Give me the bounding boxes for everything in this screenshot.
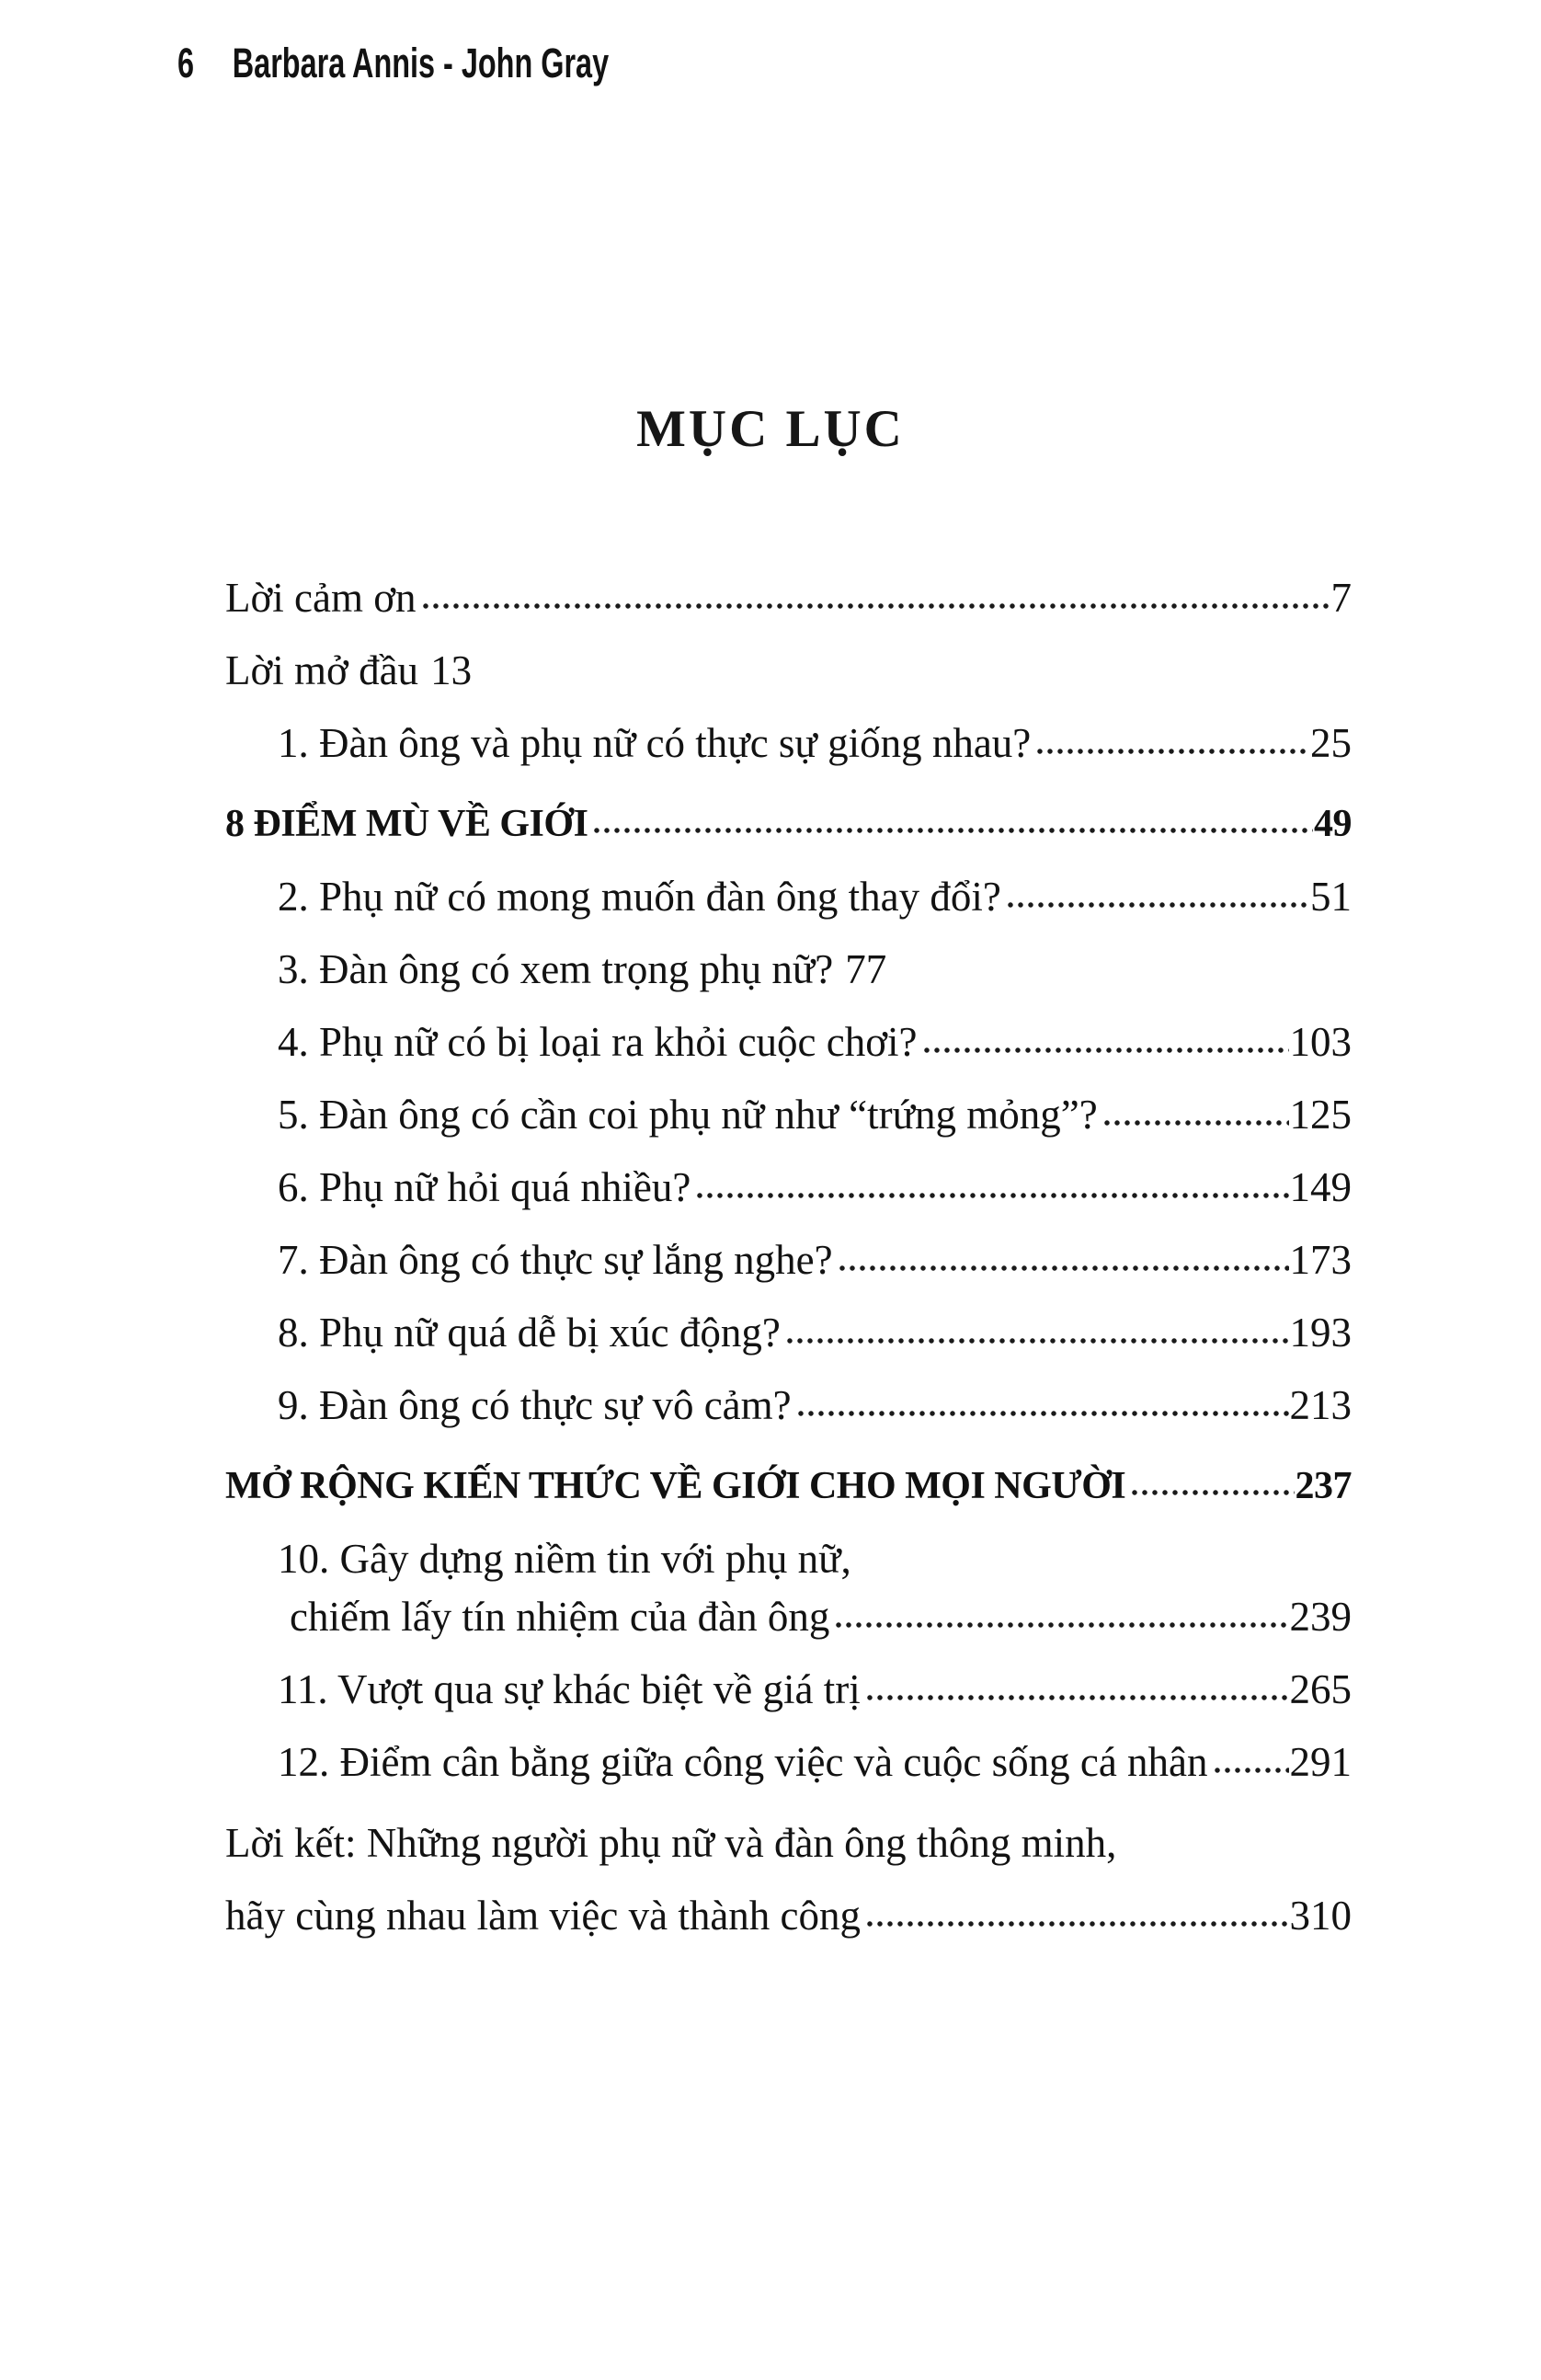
toc-entry-label: 5. Đàn ông có cần coi phụ nữ như “trứng mỏng”? — [278, 1092, 1098, 1138]
toc-row — [225, 1890, 1352, 1942]
toc-page-number: 193 — [1289, 1310, 1352, 1356]
toc-entry-label: hãy cùng nhau làm việc và thành công — [225, 1893, 862, 1939]
dotted-leader — [839, 1264, 1289, 1271]
toc-row — [225, 1664, 1352, 1716]
toc-row — [225, 1591, 1352, 1643]
toc-row — [225, 717, 1352, 770]
toc-row — [225, 1234, 1352, 1287]
toc-row-line — [225, 1533, 1352, 1585]
toc-row — [225, 1736, 1352, 1789]
dotted-leader — [867, 1694, 1289, 1700]
dotted-leader — [594, 827, 1313, 833]
toc-page-number: 291 — [1289, 1739, 1352, 1785]
toc-entry-label: 6. Phụ nữ hỏi quá nhiều? — [278, 1164, 691, 1210]
toc-entry-label: 8. Phụ nữ quá dễ bị xúc động? — [278, 1310, 781, 1356]
toc-row — [225, 798, 1352, 851]
toc-page-number: 173 — [1289, 1237, 1352, 1283]
toc-entry-label: 10. Gây dựng niềm tin với phụ nữ, — [278, 1536, 851, 1582]
dotted-leader — [1037, 748, 1309, 754]
dotted-leader — [697, 1192, 1288, 1198]
dotted-leader — [867, 1920, 1288, 1927]
dotted-leader — [1132, 1489, 1294, 1495]
toc-page-number: 103 — [1289, 1019, 1352, 1065]
toc-page-number: 77 — [845, 946, 887, 992]
toc-page-number: 125 — [1289, 1092, 1352, 1138]
page-title: MỤC LỤC — [636, 400, 905, 458]
dotted-leader — [924, 1047, 1289, 1053]
toc-row-line — [225, 1817, 1352, 1870]
header-page-number: 6 — [177, 40, 195, 86]
toc-row — [225, 871, 1352, 923]
toc-row — [225, 1379, 1352, 1432]
toc-row — [225, 1016, 1352, 1069]
toc-entry-label: 9. Đàn ông có thực sự vô cảm? — [278, 1382, 792, 1428]
toc-row — [225, 1307, 1352, 1359]
toc-row — [225, 572, 1352, 624]
toc-page-number: 25 — [1310, 720, 1352, 766]
toc-entry-label: 4. Phụ nữ có bị loại ra khỏi cuộc chơi? — [278, 1019, 918, 1065]
toc-entry-label: 3. Đàn ông có xem trọng phụ nữ? — [278, 946, 834, 992]
toc-row — [225, 1460, 1352, 1513]
toc-row — [225, 1161, 1352, 1214]
toc-row — [225, 1089, 1352, 1141]
header-running-title: Barbara Annis - John Gray — [232, 40, 610, 86]
toc-entry-label: 1. Đàn ông và phụ nữ có thực sự giống nhau? — [278, 720, 1032, 766]
toc-page-number: 237 — [1295, 1465, 1352, 1507]
dotted-leader — [423, 602, 1330, 609]
running-header — [177, 42, 609, 84]
toc-entry-label: 11. Vượt qua sự khác biệt về giá trị — [278, 1666, 861, 1712]
toc-page-number: 239 — [1289, 1594, 1352, 1640]
toc-entry-label: 12. Điểm cân bằng giữa công việc và cuộc sống cá nhân — [278, 1739, 1208, 1785]
toc-page-number: 13 — [430, 647, 473, 693]
toc-row — [225, 944, 1352, 996]
dotted-leader — [787, 1337, 1289, 1344]
dotted-leader — [836, 1621, 1288, 1628]
toc-entry-label: Lời kết: Những người phụ nữ và đàn ông thông minh, — [225, 1820, 1117, 1866]
toc-page-number: 310 — [1289, 1893, 1352, 1939]
dotted-leader — [1008, 901, 1309, 908]
toc-page-number: 7 — [1330, 575, 1352, 621]
toc-entry-label: chiếm lấy tín nhiệm của đàn ông — [290, 1594, 830, 1640]
toc-page-number: 51 — [1310, 874, 1352, 920]
toc-entry-label: MỞ RỘNG KIẾN THỨC VỀ GIỚI CHO MỌI NGƯỜI — [225, 1465, 1126, 1507]
toc-entry-label: 8 ĐIỂM MÙ VỀ GIỚI — [225, 803, 588, 845]
toc-entry-label: Lời cảm ơn — [225, 575, 417, 621]
toc-row — [225, 645, 1352, 697]
dotted-leader — [1215, 1767, 1289, 1773]
toc-page-number: 265 — [1289, 1666, 1352, 1712]
dotted-leader — [798, 1410, 1289, 1416]
toc-page-number: 149 — [1289, 1164, 1352, 1210]
toc-entry-label: 2. Phụ nữ có mong muốn đàn ông thay đổi? — [278, 874, 1001, 920]
toc-page-number: 49 — [1314, 803, 1352, 845]
toc-page-number: 213 — [1289, 1382, 1352, 1428]
toc-entry-label: Lời mở đầu — [225, 647, 419, 693]
dotted-leader — [1104, 1119, 1289, 1126]
table-of-contents — [225, 572, 1352, 1962]
toc-entry-label: 7. Đàn ông có thực sự lắng nghe? — [278, 1237, 833, 1283]
